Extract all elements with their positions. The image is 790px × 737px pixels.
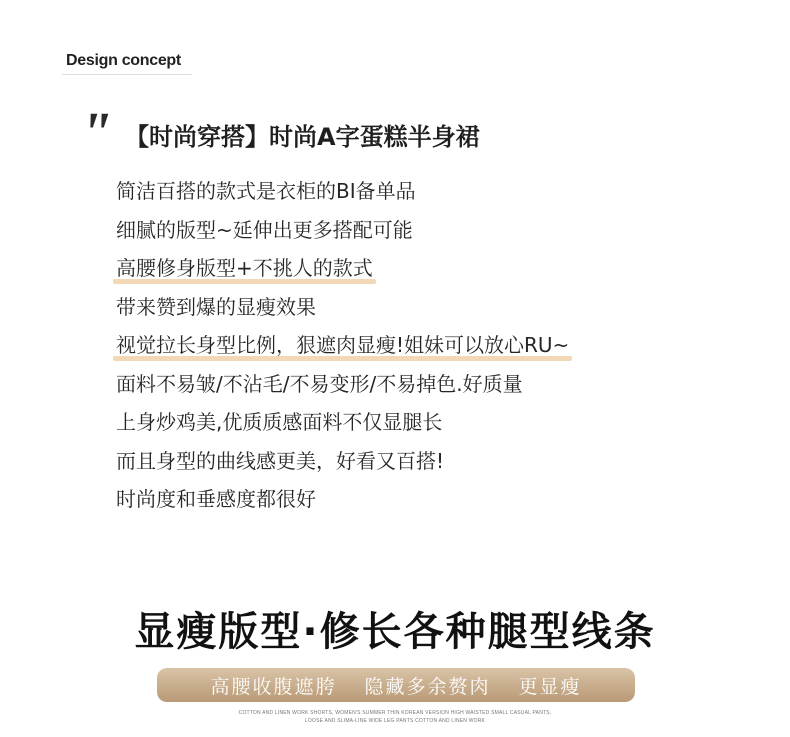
description-line-text: 带来赞到爆的显瘦效果 <box>116 294 316 319</box>
description-line-text: 面料不易皱/不沾毛/不易变形/不易掉色.好质量 <box>116 371 523 396</box>
feature-tag: 更显瘦 <box>518 675 582 698</box>
feature-tag: 高腰收腹遮胯 <box>210 675 337 698</box>
description-line <box>116 249 569 288</box>
description-line-text: 视觉拉长身型比例，狠遮肉显瘦!姐妹可以放心RU~ <box>116 333 570 357</box>
description-line <box>116 172 569 211</box>
feature-title: 显瘦版型·修长各种腿型线条 <box>134 609 656 655</box>
description-line-text: 高腰修身版型+不挑人的款式 <box>116 256 373 280</box>
description-line <box>116 211 569 250</box>
description-line <box>116 365 569 404</box>
footer-text-line: LOOSE AND SLIMA-LINE WIDE LEG PANTS COTTON AND LINEN WORK <box>304 718 486 724</box>
headline: 【时尚穿搭】时尚A字蛋糕半身裙 <box>125 123 480 151</box>
description-line-text: 细腻的版型~延伸出更多搭配可能 <box>116 217 413 242</box>
feature-tag: 隐藏多余赘肉 <box>364 675 491 698</box>
quote-icon: " <box>80 100 113 165</box>
description-line-text: 而且身型的曲线感更美，好看又百搭! <box>116 448 445 473</box>
description-line <box>116 326 569 365</box>
description-line-text: 简洁百搭的款式是衣柜的BI备单品 <box>116 179 416 203</box>
description-line <box>116 288 569 327</box>
footer-text-line: COTTON AND LINEN WORK SHORTS, WOMEN'S SUMMER THIN KOREAN VERSION HIGH WAISTED SMALL CASUAL PANTS, <box>238 710 552 716</box>
description-line <box>116 403 569 442</box>
description-line-text: 时尚度和垂感度都很好 <box>116 487 316 511</box>
description-line <box>116 442 569 481</box>
description-line <box>116 480 569 519</box>
label-divider <box>62 74 192 75</box>
section-label: Design concept <box>66 52 181 69</box>
description-list <box>116 172 569 519</box>
feature-tags-banner <box>157 668 635 702</box>
description-line-text: 上身炒鸡美,优质质感面料不仅显腿长 <box>116 410 443 434</box>
